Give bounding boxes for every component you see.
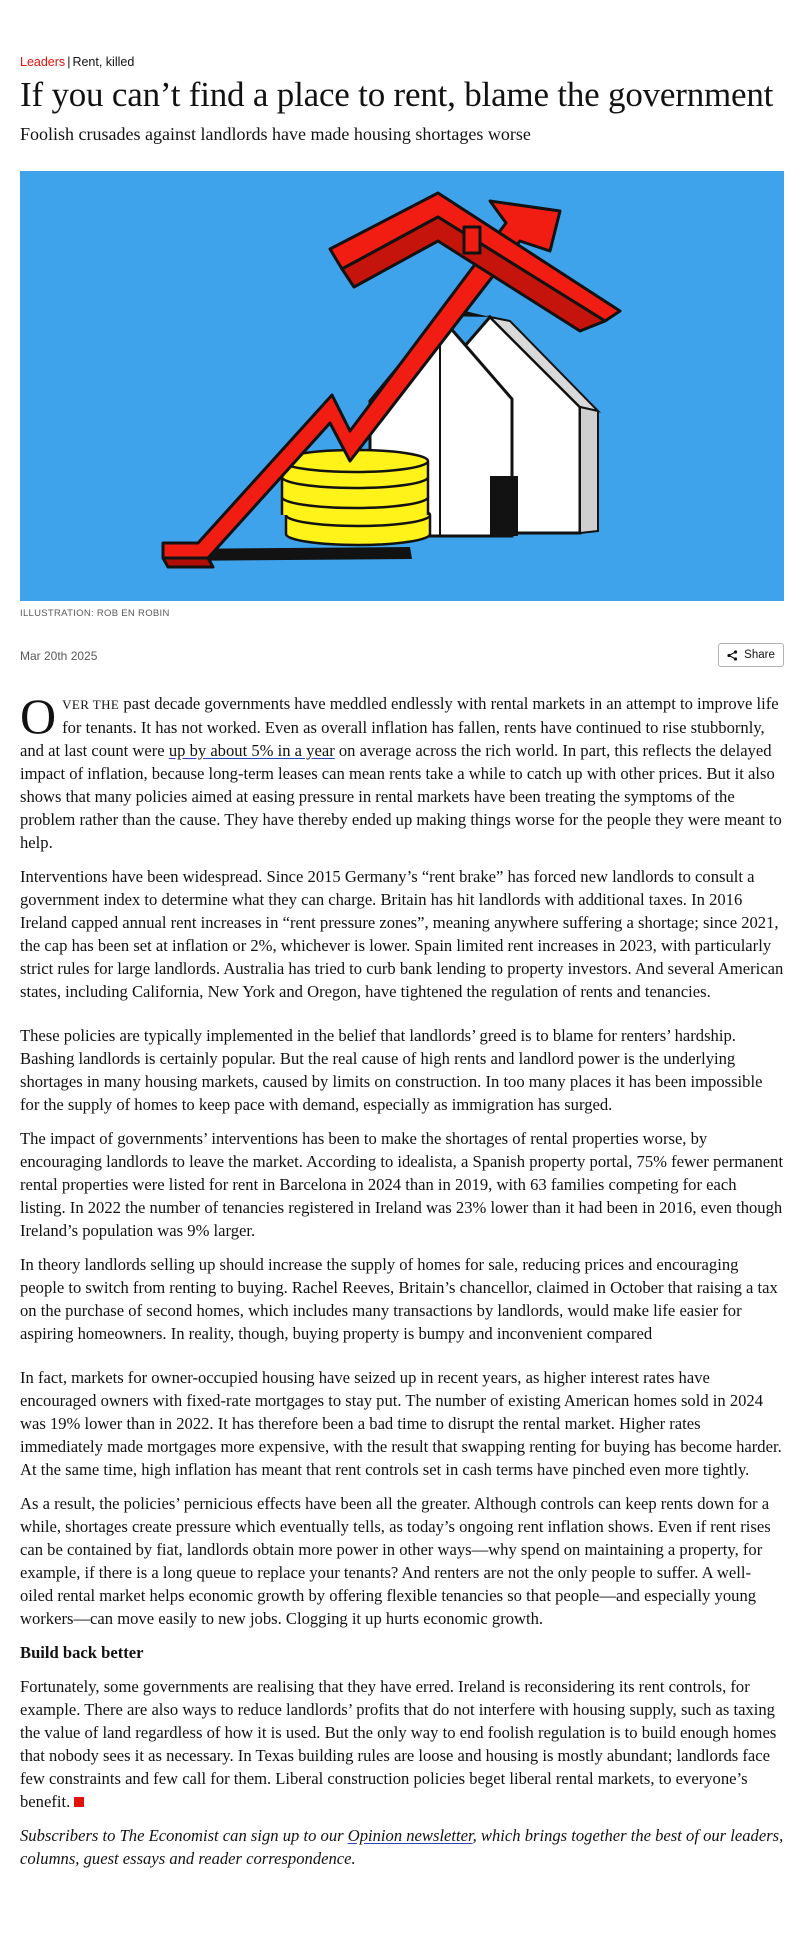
paragraph-1-text-a: past decade governments have meddled endlessly with rental markets in an attempt to improve life for tenants. It has not worked. Even as overall inflation has fallen, rents have continued to rise stubbornly, and at last count were <box>20 694 779 760</box>
dropcap: O <box>20 688 57 744</box>
smallcaps-lead: VER THE <box>62 697 120 712</box>
share-icon <box>727 650 738 661</box>
paragraph-4: The impact of governments’ interventions has been to make the shortages of rental properties worse, by encouraging landlords to leave the market. According to idealista, a Spanish property portal, 75% fewer permanent rental properties were listed for rent in Barcelona in 2024 than in 2019, with 63 families competing for each listing. In 2022 the number of tenancies registered in Ireland was 23% lower than it had been in 2016, even though Ireland’s population was 9% larger. <box>20 1129 784 1240</box>
house-door <box>490 476 518 536</box>
lead-illustration <box>20 171 784 601</box>
paragraph-5: In theory landlords selling up should increase the supply of homes for sale, reducing prices and encouraging people to switch from renting to buying. Rachel Reeves, Britain’s chancellor, claimed in October that raising a tax on the purchase of second homes, which includes many transactions by landlords, would make life easier for aspiring homeowners. In reality, though, buying property is bumpy and inconvenient compared <box>20 1255 778 1343</box>
paragraph-6: In fact, markets for owner-occupied housing have seized up in recent years, as higher interest rates have encouraged owners with fixed-rate mortgages to stay put. The number of existing American homes sold in 2024 was 19% lower than in 2022. It has therefore been a bad time to disrupt the rental market. Higher rates immediately made mortgages more expensive, with the result that swapping renting for buying has become harder. At the same time, high inflation has meant that rent controls set in cash terms have pinched even more tightly. <box>20 1368 782 1479</box>
kicker <box>20 54 134 70</box>
paragraph-8 <box>20 1675 784 1813</box>
share-label: Share <box>744 649 775 661</box>
newsletter-note-text-b: , which brings together the best of our leaders, columns, guest essays and reader correspondence. <box>20 1826 784 1868</box>
image-credit: ILLUSTRATION: ROB EN ROBIN <box>20 608 170 619</box>
kicker-separator: | <box>67 55 71 69</box>
paragraph-1-text-b: on average across the rich world. In part, this reflects the delayed impact of inflation, because long-term leases can mean rents take a while to catch up with other prices. But it also shows that many policies aimed at easing pressure in rental markets have been treating the symptoms of the problem rather than the cause. They have thereby ended up making things worse for the people they were meant to help. <box>20 741 782 852</box>
end-mark <box>74 1797 84 1807</box>
coin-stack <box>282 450 430 545</box>
subheadline: Foolish crusades against landlords have made housing shortages worse <box>20 124 531 144</box>
newsletter-note <box>20 1824 784 1870</box>
red-roof <box>330 193 620 331</box>
article-body <box>20 688 784 1881</box>
opinion-newsletter-link[interactable]: Opinion newsletter <box>347 1826 473 1845</box>
fly-title: Rent, killed <box>72 55 135 69</box>
publish-date: Mar 20th 2025 <box>20 649 98 663</box>
paragraph-7: As a result, the policies’ pernicious effects have been all the greater. Although controls can keep rents down for a while, shortages create pressure which eventually tells, as today’s ongoing rent inflation shows. Even if rent rises can be contained by fiat, landlords obtain more power in other ways—why spend on maintaining a property, for example, if there is a long queue to replace your tenants? And renters are not the only people to suffer. A well-oiled rental market helps economic growth by offering flexible tenancies so that people—and especially young workers—can move easily to new jobs. Clogging it up hurts economic growth. <box>20 1494 771 1628</box>
paragraph-3: These policies are typically implemented in the belief that landlords’ greed is to blame for renters’ hardship. Bashing landlords is certainly popular. But the real cause of high rents and landlord power is the underlying shortages in many housing markets, caused by limits on construction. In too many places it has been impossible for the supply of homes to keep pace with demand, especially as immigration has surged. <box>20 1026 763 1114</box>
headline: If you can’t find a place to rent, blame the government <box>20 75 774 114</box>
inflation-link[interactable]: up by about 5% in a year <box>168 741 335 760</box>
crosshead: Build back better <box>20 1643 144 1662</box>
paragraph-2: Interventions have been widespread. Since 2015 Germany’s “rent brake” has forced new landlords to consult a government index to determine what they can charge. Britain has hit landlords with additional taxes. In 2016 Ireland capped annual rent increases in “rent pressure zones”, meaning anywhere suffering a shortage; since 2021, the cap has been set at inflation or 2%, whichever is lower. Spain limited rent increases in 2023, with particularly strict rules for large landlords. Australia has tried to curb bank lending to property investors. And several American states, including California, New York and Oregon, have tightened the regulation of rents and tenancies. <box>20 867 784 1001</box>
paragraph-1 <box>20 688 784 854</box>
section-link[interactable]: Leaders <box>20 55 66 69</box>
share-button[interactable] <box>718 643 784 667</box>
illustration-graphic <box>20 171 784 601</box>
paragraph-8-text: Fortunately, some governments are realising that they have erred. Ireland is reconsidering its rent controls, for example. There are also ways to reduce landlords’ profits that do not interfere with housing supply, such as taxing the value of land regardless of how it is used. But the only way to end foolish regulation is to build enough homes that nobody sees it as necessary. In Texas building rules are loose and housing is mostly abundant; landlords face few constraints and few call for them. Liberal construction policies beget liberal rental markets, to everyone’s benefit. <box>20 1677 777 1811</box>
newsletter-note-text-a: Subscribers to The Economist can sign up to our <box>20 1826 348 1845</box>
